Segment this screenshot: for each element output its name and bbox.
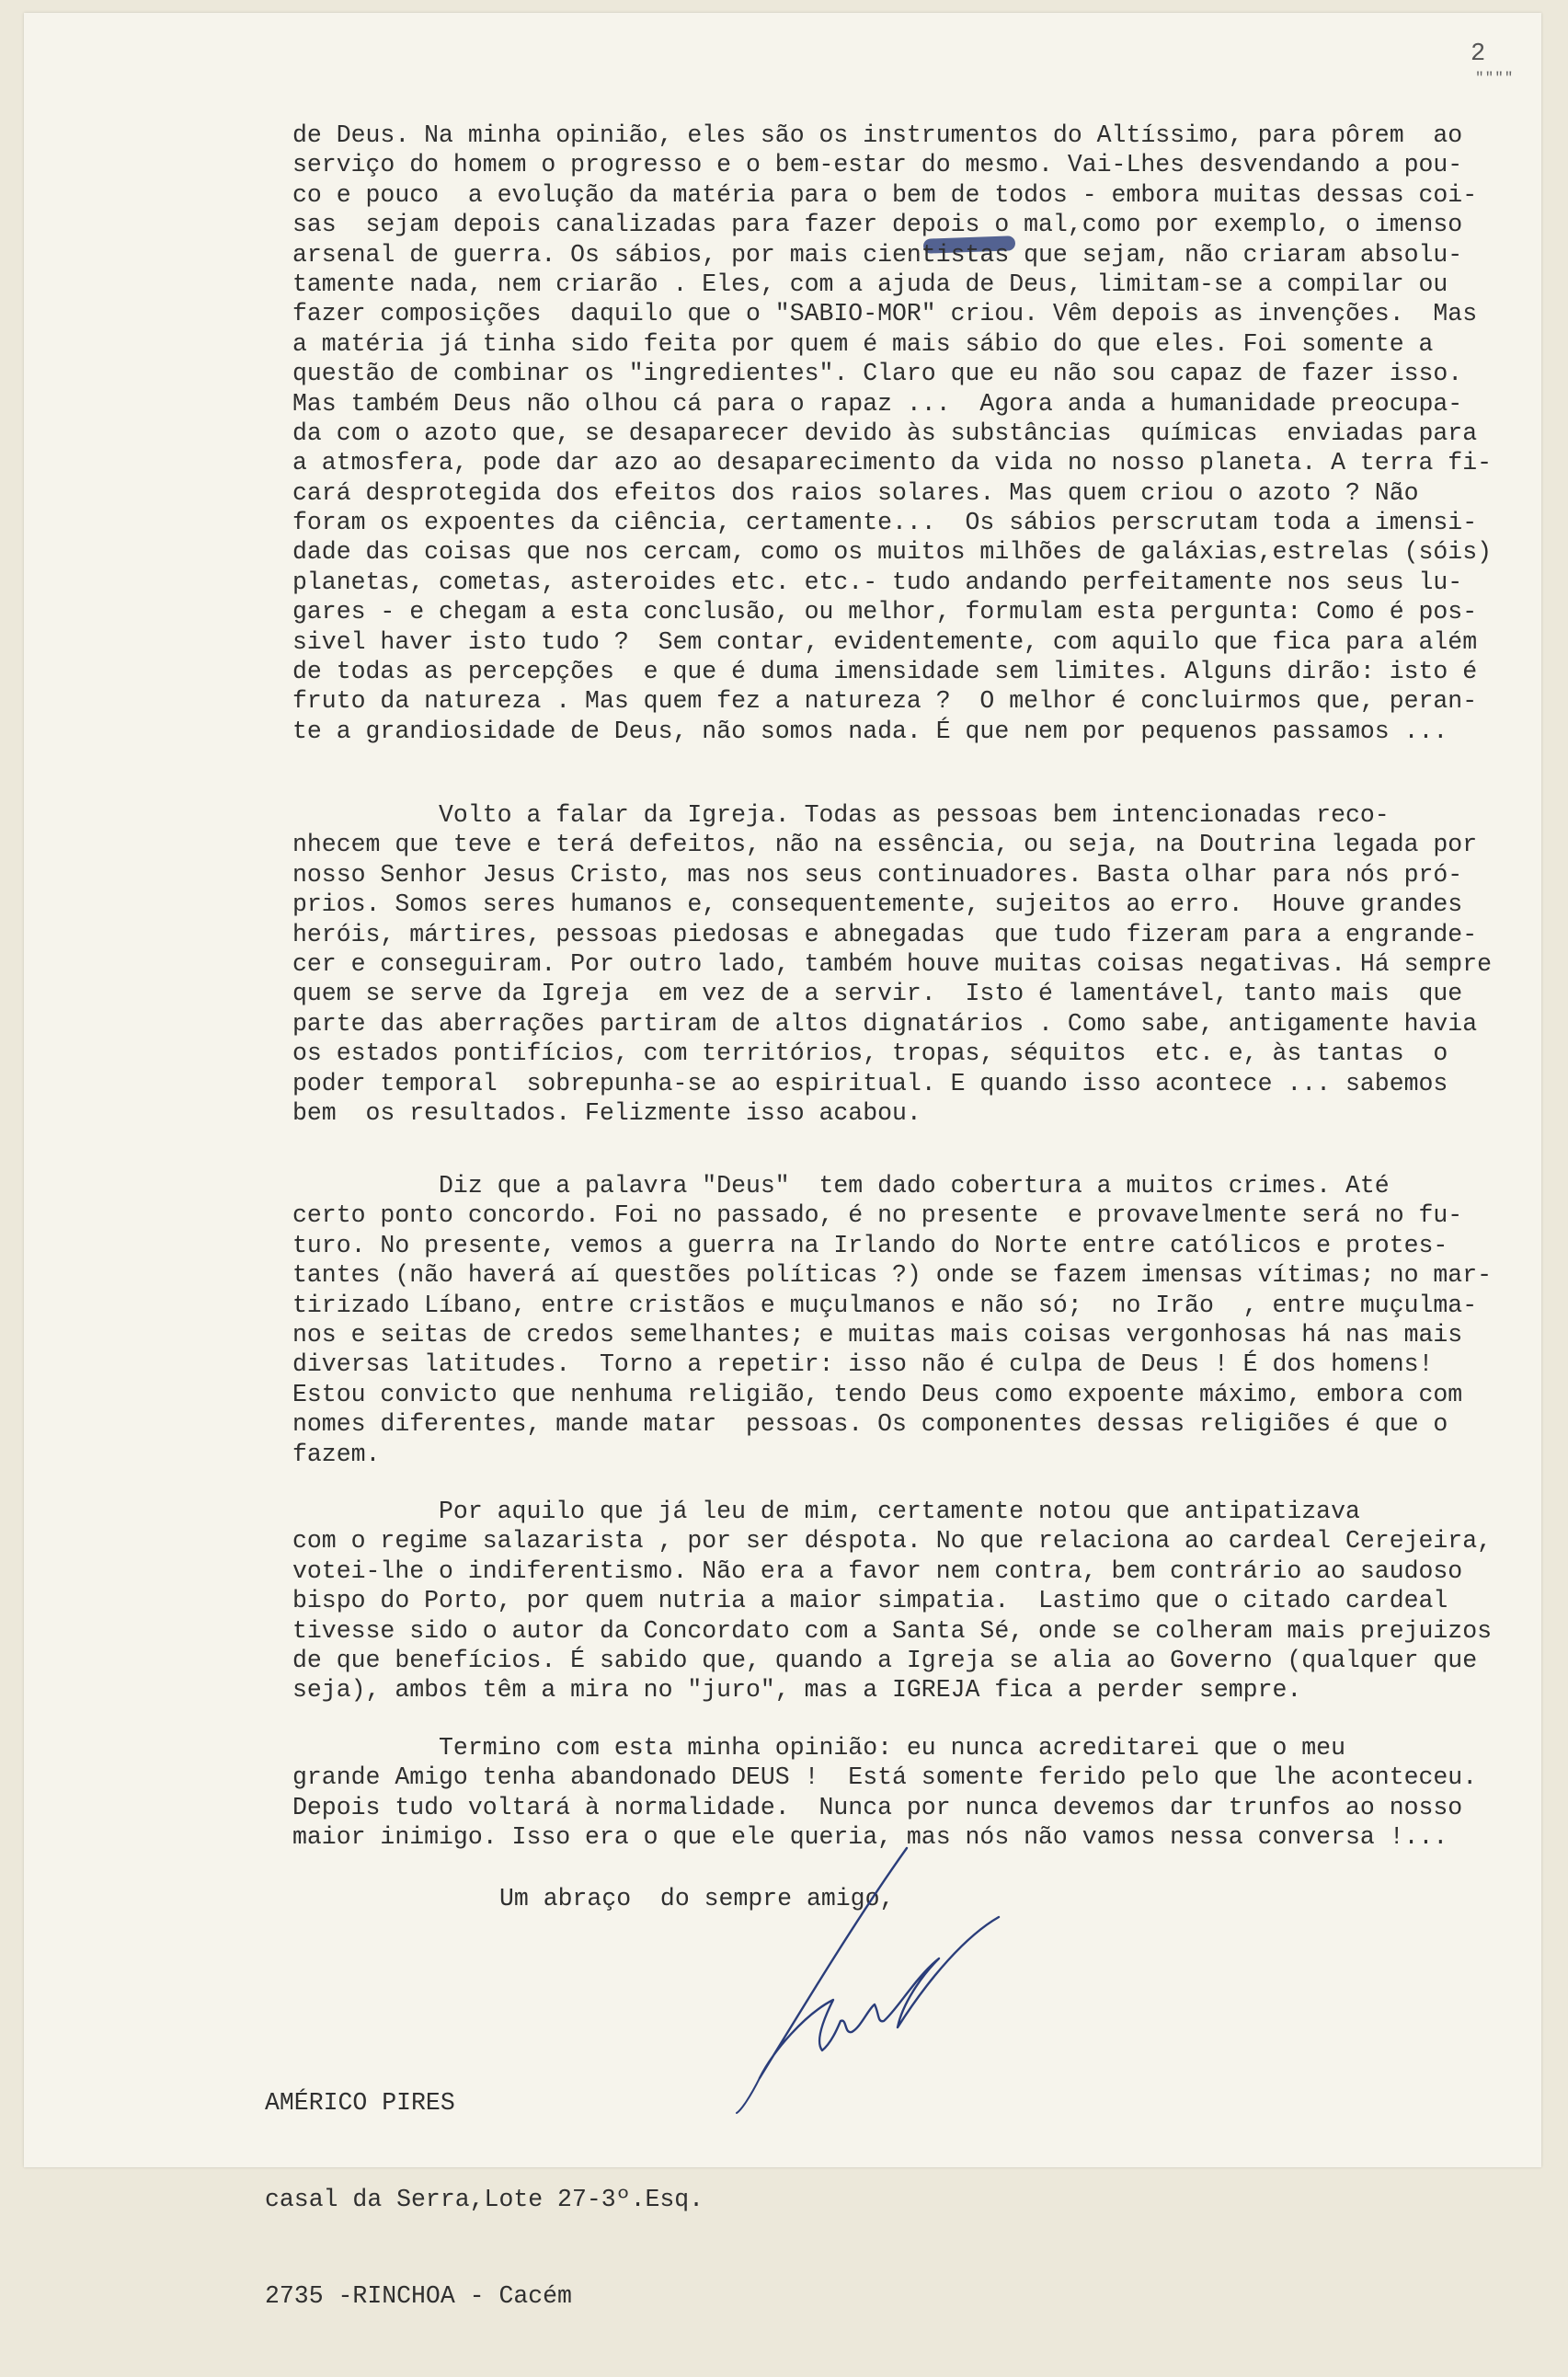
letter-page [24,13,1541,2310]
text-line: fazer composições daquilo que o "SABIO-MOR" criou. Vêm depois as invenções. Mas [292,300,1478,328]
text-line: quem se serve da Igreja em vez de a servir. Isto é lamentável, tanto mais que [292,980,1463,1008]
closing-salutation: Um abraço do sempre amigo, [499,1885,895,1912]
text-line: planetas, cometas, asteroides etc. etc.- tudo andando perfeitamente nos seus lu- [292,568,1463,596]
text-line: fruto da natureza . Mas quem fez a natureza ? O melhor é concluirmos que, peran- [292,687,1478,716]
text-line: sivel haver isto tudo ? Sem contar, evidentemente, com aquilo que fica para além [292,627,1478,656]
text-line: os estados pontifícios, com territórios, tropas, séquitos etc. e, às tantas o [292,1039,1448,1068]
sender-address-line-1: casal da Serra,Lote 27-3º.Esq. [265,2186,704,2213]
text-line: parte das aberrações partiram de altos dignatários . Como sabe, antigamente havia [292,1009,1478,1038]
text-line: tirizado Líbano, entre cristãos e muçulmanos e não só; no Irão , entre muçulma- [292,1291,1478,1319]
text-line: nosso Senhor Jesus Cristo, mas nos seus continuadores. Basta olhar para nós pró- [292,860,1463,889]
text-line: Mas também Deus não olhou cá para o rapaz ... Agora anda a humanidade preocupa- [292,389,1463,418]
text-line: Termino com esta minha opinião: eu nunca acreditarei que o meu [292,1734,1345,1762]
text-line: maior inimigo. Isso era o que ele queria, mas nós não vamos nessa conversa !... [292,1823,1448,1852]
text-line: questão de combinar os "ingredientes". Claro que eu não sou capaz de fazer isso. [292,360,1463,388]
text-line: Diz que a palavra "Deus" tem dado cobertura a muitos crimes. Até [292,1172,1390,1200]
text-line: certo ponto concordo. Foi no passado, é no presente e provavelmente será no fu- [292,1201,1463,1230]
text-line: fazem. [292,1440,381,1468]
text-line: dade das coisas que nos cercam, como os muitos milhões de galáxias,estrelas (sóis) [292,538,1493,567]
text-line: de que benefícios. É sabido que, quando a Igreja se alia ao Governo (qualquer que [292,1646,1478,1674]
text-line: poder temporal sobrepunha-se ao espiritual. E quando isso acontece ... sabemos [292,1069,1448,1097]
text-line: gares - e chegam a esta conclusão, ou melhor, formulam esta pergunta: Como é pos- [292,598,1478,626]
text-line: tivesse sido o autor da Concordato com a Santa Sé, onde se colheram mais prejuizos [292,1616,1493,1645]
sender-name: AMÉRICO PIRES [265,2089,455,2117]
paragraph-1 [292,121,1562,746]
sender-address-line-2: 2735 -RINCHOA - Cacém [265,2282,572,2310]
paragraph-5 [292,1733,1562,1853]
handwritten-signature [723,1839,1063,2115]
text-line: te a grandiosidade de Deus, não somos nada. É que nem por pequenos passamos ... [292,717,1448,745]
text-line: a atmosfera, pode dar azo ao desaparecimento da vida no nosso planeta. A terra fi- [292,449,1493,477]
sender-block [265,2023,704,2377]
page-marks: """" [1475,70,1515,86]
text-line: serviço do homem o progresso e o bem-estar do mesmo. Vai-Lhes desvendando a pou- [292,151,1463,179]
text-line: foram os expoentes da ciência, certamente... Os sábios perscrutam toda a imensi- [292,509,1478,537]
text-line: heróis, mártires, pessoas piedosas e abnegadas que tudo fizeram para a engrande- [292,920,1478,948]
text-line: grande Amigo tenha abandonado DEUS ! Está somente ferido pelo que lhe aconteceu. [292,1763,1478,1792]
text-line: de todas as percepções e que é duma imensidade sem limites. Alguns dirão: isto é [292,658,1478,686]
text-line: Volto a falar da Igreja. Todas as pessoas bem intencionadas reco- [292,801,1390,829]
text-line: Por aquilo que já leu de mim, certamente notou que antipatizava [292,1498,1360,1525]
text-line: co e pouco a evolução da matéria para o bem de todos - embora muitas dessas coi- [292,180,1478,209]
text-line: bem os resultados. Felizmente isso acabou. [292,1098,921,1127]
paragraph-2 [292,800,1562,1128]
page-number: 2 [1471,40,1486,68]
text-line: votei-lhe o indiferentismo. Não era a favor nem contra, bem contrário ao saudoso [292,1556,1463,1585]
text-line: seja), ambos têm a mira no "juro", mas a IGREJA fica a perder sempre. [292,1676,1302,1705]
text-line: arsenal de guerra. Os sábios, por mais cientistas que sejam, não criaram absolu- [292,240,1463,269]
text-line: tamente nada, nem criarão . Eles, com a ajuda de Deus, limitam-se a compilar ou [292,270,1448,298]
text-line: prios. Somos seres humanos e, consequentemente, sujeitos ao erro. Houve grandes [292,890,1463,919]
text-line: com o regime salazarista , por ser déspota. No que relaciona ao cardeal Cerejeira, [292,1527,1493,1556]
text-line: nos e seitas de credos semelhantes; e muitas mais coisas vergonhosas há nas mais [292,1320,1463,1349]
text-line: diversas latitudes. Torno a repetir: isso não é culpa de Deus ! É dos homens! [292,1350,1434,1379]
text-line: sas sejam depois canalizadas para fazer depois o mal,como por exemplo, o imenso [292,211,1463,239]
text-line: tantes (não haverá aí questões políticas ?) onde se fazem imensas vítimas; no mar- [292,1261,1493,1290]
text-line: cará desprotegida dos efeitos dos raios solares. Mas quem criou o azoto ? Não [292,478,1419,507]
text-line: nhecem que teve e terá defeitos, não na essência, ou seja, na Doutrina legada por [292,831,1478,859]
text-line: Depois tudo voltará à normalidade. Nunca por nunca devemos dar trunfos ao nosso [292,1793,1463,1821]
paragraph-4 [292,1497,1562,1705]
text-line: bispo do Porto, por quem nutria a maior simpatia. Lastimo que o citado cardeal [292,1587,1448,1615]
text-line: de Deus. Na minha opinião, eles são os instrumentos do Altíssimo, para pôrem ao [292,121,1463,149]
text-line: nomes diferentes, mande matar pessoas. Os componentes dessas religiões é que o [292,1410,1448,1439]
text-line: turo. No presente, vemos a guerra na Irlando do Norte entre católicos e protes- [292,1231,1448,1259]
text-line: Estou convicto que nenhuma religião, tendo Deus como expoente máximo, embora com [292,1380,1463,1408]
text-line: a matéria já tinha sido feita por quem é mais sábio do que eles. Foi somente a [292,329,1434,358]
text-line: da com o azoto que, se desaparecer devido às substâncias químicas enviadas para [292,419,1478,447]
paragraph-3 [292,1171,1562,1469]
text-line: cer e conseguiram. Por outro lado, também houve muitas coisas negativas. Há sempre [292,949,1493,978]
